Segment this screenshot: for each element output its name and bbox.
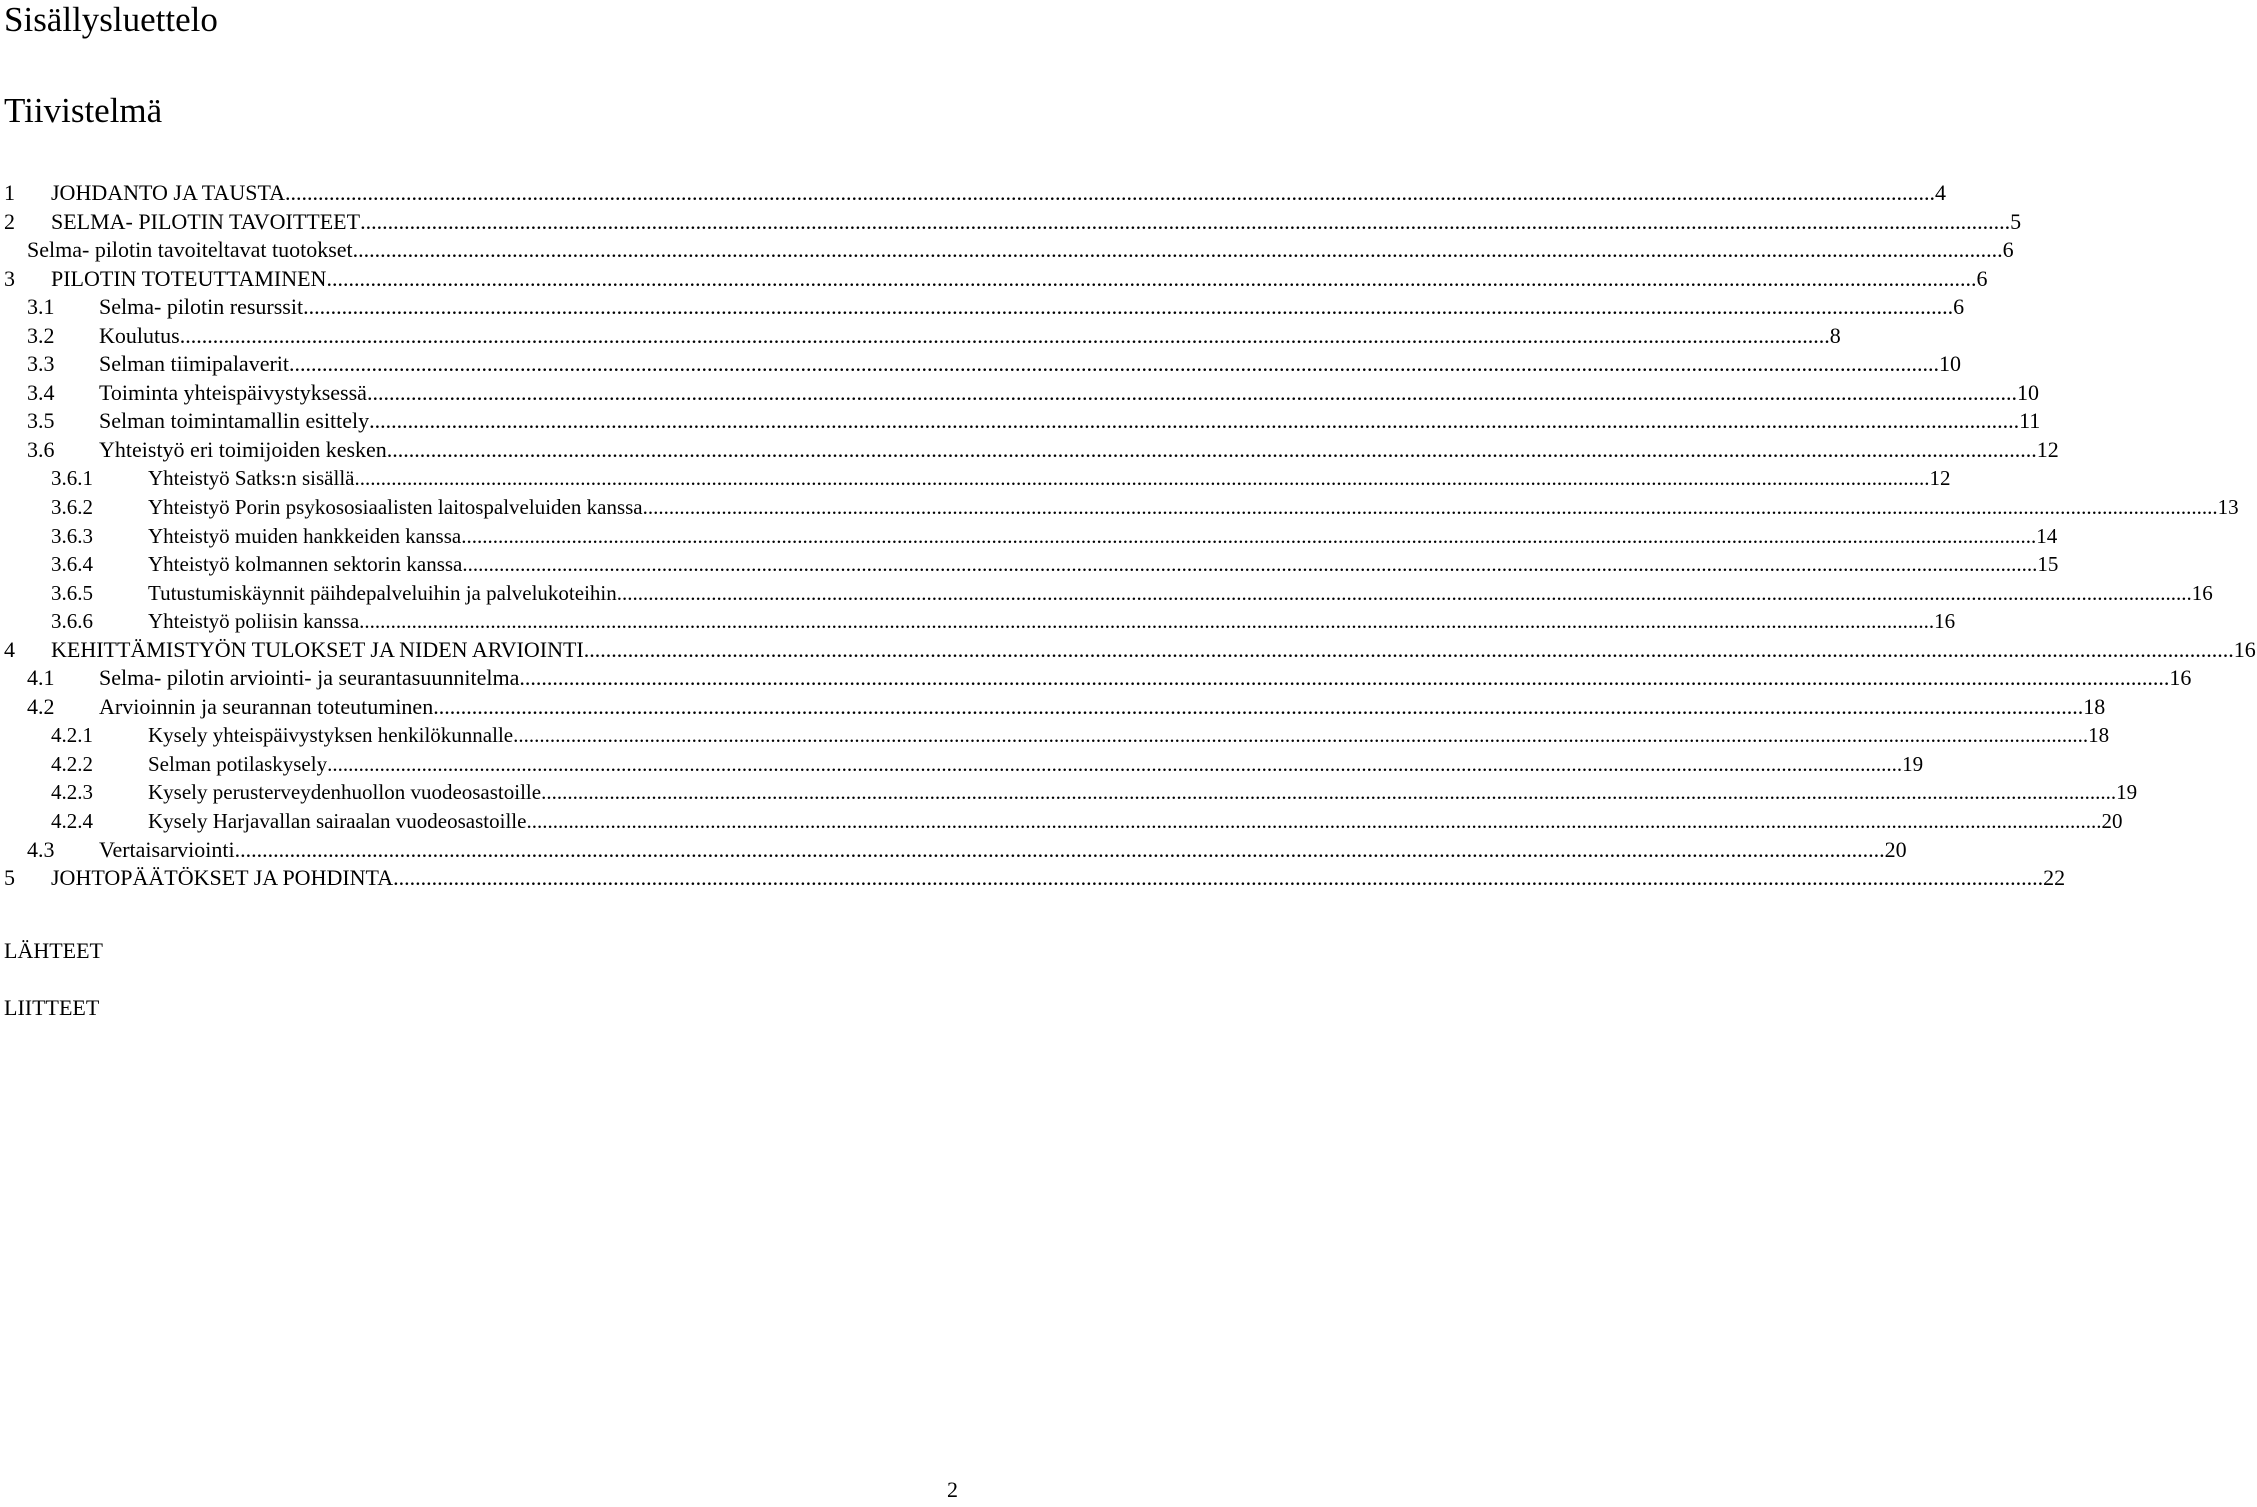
toc-entry-title: PILOTIN TOTEUTTAMINEN <box>51 265 327 291</box>
toc-entry-page: 16 <box>2233 636 2256 662</box>
toc-entry-title: SELMA- PILOTIN TAVOITTEET <box>51 208 361 234</box>
toc-dot-leader: ............................................................................................................................................................................................................................................................................................................ <box>462 552 2038 577</box>
toc-entry-number: 4.2.3 <box>51 780 93 805</box>
toc-entry-number: 3.6.6 <box>51 609 93 634</box>
toc-entry-number: 4.3 <box>27 836 55 862</box>
toc-entry-title: Kysely Harjavallan sairaalan vuodeosastoille <box>148 809 527 834</box>
toc-dot-leader: ............................................................................................................................................................................................................................................................................................................ <box>369 408 2020 434</box>
toc-entry[interactable] <box>0 579 2213 608</box>
toc-entry-page: 6 <box>1976 265 1988 291</box>
toc-entry-page: 18 <box>2083 693 2106 719</box>
toc-entry[interactable] <box>0 522 2058 551</box>
toc-entry[interactable] <box>0 550 2059 579</box>
toc-entry-number: 3.5 <box>27 408 55 434</box>
toc-entry[interactable] <box>0 322 1841 351</box>
toc-entry-page: 6 <box>2002 237 2014 263</box>
toc-entry-number: 3.6.2 <box>51 495 93 520</box>
toc-dot-leader: ............................................................................................................................................................................................................................................................................................................ <box>352 237 2003 263</box>
toc-entry-title: Kysely perusterveydenhuollon vuodeosastoille <box>148 780 542 805</box>
toc-entry-page: 20 <box>1884 836 1907 862</box>
toc-entry[interactable] <box>0 636 2256 665</box>
toc-dot-leader: ............................................................................................................................................................................................................................................................................................................ <box>326 265 1977 291</box>
toc-entry[interactable] <box>0 693 2106 722</box>
toc-dot-leader: ............................................................................................................................................................................................................................................................................................................ <box>616 580 2192 605</box>
toc-entry[interactable] <box>0 721 2110 750</box>
toc-entry-number: 4.2.4 <box>51 809 93 834</box>
toc-dot-leader: ............................................................................................................................................................................................................................................................................................................ <box>303 294 1954 320</box>
toc-dot-leader: ............................................................................................................................................................................................................................................................................................................ <box>359 609 1935 634</box>
references-heading: LÄHTEET <box>4 938 103 963</box>
toc-dot-leader: ............................................................................................................................................................................................................................................................................................................ <box>433 693 2084 719</box>
toc-entry-number: 3.6.3 <box>51 523 93 548</box>
toc-entry-title: KEHITTÄMISTYÖN TULOKSET JA NIDEN ARVIOINTI <box>51 636 584 662</box>
toc-dot-leader: ............................................................................................................................................................................................................................................................................................................ <box>642 495 2218 520</box>
page-title: Sisällysluettelo <box>4 0 218 39</box>
toc-dot-leader: ............................................................................................................................................................................................................................................................................................................ <box>234 836 1885 862</box>
toc-entry-number: 4.1 <box>27 665 55 691</box>
toc-entry-page: 10 <box>2016 379 2039 405</box>
toc-entry[interactable] <box>0 807 2123 836</box>
toc-entry-title: Yhteistyö Porin psykososiaalisten laitospalveluiden kanssa <box>148 495 643 520</box>
toc-entry-page: 10 <box>1939 351 1962 377</box>
toc-dot-leader: ............................................................................................................................................................................................................................................................................................................ <box>513 723 2089 748</box>
appendices-heading: LIITTEET <box>4 995 100 1020</box>
toc-entry[interactable] <box>0 664 2192 693</box>
toc-entry-number: 4.2 <box>27 693 55 719</box>
toc-dot-leader: ............................................................................................................................................................................................................................................................................................................ <box>386 436 2037 462</box>
toc-entry-page: 8 <box>1829 322 1841 348</box>
toc-dot-leader: ............................................................................................................................................................................................................................................................................................................ <box>541 780 2117 805</box>
toc-entry-title: Koulutus <box>99 322 180 348</box>
toc-entry-title: Kysely yhteispäivystyksen henkilökunnalle <box>148 723 514 748</box>
toc-entry-number: 4.2.1 <box>51 723 93 748</box>
toc-entry-number: 3.4 <box>27 379 55 405</box>
toc-entry-page: 14 <box>2036 523 2058 548</box>
toc-entry-title: Toiminta yhteispäivystyksessä <box>99 379 367 405</box>
toc-entry-number: 3.3 <box>27 351 55 377</box>
toc-dot-leader: ............................................................................................................................................................................................................................................................................................................ <box>366 379 2017 405</box>
toc-entry-number: 4 <box>4 636 15 662</box>
toc-entry-page: 12 <box>2036 436 2059 462</box>
toc-entry-page: 16 <box>2191 580 2213 605</box>
toc-entry-number: 2 <box>4 208 15 234</box>
toc-entry[interactable] <box>0 350 1962 379</box>
toc-entry-page: 22 <box>2043 865 2066 891</box>
toc-dot-leader: ............................................................................................................................................................................................................................................................................................................ <box>289 351 1940 377</box>
toc-dot-leader: ............................................................................................................................................................................................................................................................................................................ <box>354 466 1930 491</box>
toc-entry-page: 12 <box>1929 466 1951 491</box>
toc-entry-number: 3.6.1 <box>51 466 93 491</box>
toc-entry-title: Selman toimintamallin esittely <box>99 408 370 434</box>
toc-entry-page: 18 <box>2088 723 2110 748</box>
abstract-heading: Tiivistelmä <box>4 91 163 130</box>
toc-entry[interactable] <box>0 464 1951 493</box>
toc-entry-title: Arvioinnin ja seurannan toteutuminen <box>99 693 434 719</box>
toc-dot-leader: ............................................................................................................................................................................................................................................................................................................ <box>526 809 2102 834</box>
toc-entry-title: Selman potilaskysely <box>148 751 328 776</box>
toc-entry-number: 3.6 <box>27 436 55 462</box>
table-of-contents <box>0 179 2256 893</box>
toc-entry-page: 20 <box>2101 809 2123 834</box>
toc-entry-page: 4 <box>1935 180 1947 205</box>
toc-entry-number: 3 <box>4 265 15 291</box>
toc-entry-title: JOHDANTO JA TAUSTA <box>51 180 286 205</box>
toc-entry-title: Selma- pilotin tavoiteltavat tuotokset <box>27 237 353 263</box>
toc-entry-number: 1 <box>4 180 15 205</box>
toc-entry-title: Yhteistyö kolmannen sektorin kanssa <box>148 552 463 577</box>
toc-entry-title: JOHTOPÄÄTÖKSET JA POHDINTA <box>51 865 394 891</box>
toc-entry-page: 13 <box>2217 495 2239 520</box>
toc-entry-title: Tutustumiskäynnit päihdepalveluihin ja palvelukoteihin <box>148 580 617 605</box>
toc-dot-leader: ............................................................................................................................................................................................................................................................................................................ <box>327 751 1903 776</box>
toc-entry[interactable] <box>0 750 1924 779</box>
toc-entry[interactable] <box>0 208 2022 237</box>
toc-dot-leader: ............................................................................................................................................................................................................................................................................................................ <box>285 180 1936 205</box>
toc-entry-title: Selman tiimipalaverit <box>99 351 290 377</box>
toc-entry[interactable] <box>0 179 1947 208</box>
toc-entry-title: Yhteistyö poliisin kanssa <box>148 609 360 634</box>
toc-dot-leader: ............................................................................................................................................................................................................................................................................................................ <box>393 865 2044 891</box>
toc-entry-page: 19 <box>2116 780 2138 805</box>
toc-dot-leader: ............................................................................................................................................................................................................................................................................................................ <box>360 208 2011 234</box>
toc-entry-page: 11 <box>2019 408 2041 434</box>
toc-entry-page: 19 <box>1902 751 1924 776</box>
toc-entry[interactable] <box>0 265 1988 294</box>
toc-entry[interactable] <box>0 778 2138 807</box>
toc-entry-number: 3.2 <box>27 322 55 348</box>
toc-entry[interactable] <box>0 236 2014 265</box>
toc-entry[interactable] <box>0 607 1956 636</box>
toc-entry-number: 4.2.2 <box>51 751 93 776</box>
toc-entry[interactable] <box>0 293 1965 322</box>
toc-entry[interactable] <box>0 436 2059 465</box>
toc-entry-title: Vertaisarviointi <box>99 836 235 862</box>
toc-entry-number: 3.1 <box>27 294 55 320</box>
toc-entry-title: Yhteistyö muiden hankkeiden kanssa <box>148 523 462 548</box>
toc-entry-title: Yhteistyö Satks:n sisällä <box>148 466 355 491</box>
toc-entry-number: 5 <box>4 865 15 891</box>
toc-entry-number: 3.6.5 <box>51 580 93 605</box>
page-number: 2 <box>947 1477 958 1502</box>
toc-entry-page: 6 <box>1953 294 1965 320</box>
toc-entry-title: Selma- pilotin arviointi- ja seurantasuunnitelma <box>99 665 520 691</box>
toc-dot-leader: ............................................................................................................................................................................................................................................................................................................ <box>583 636 2234 662</box>
toc-entry-page: 16 <box>1934 609 1956 634</box>
toc-entry-title: Selma- pilotin resurssit <box>99 294 304 320</box>
toc-entry-number: 3.6.4 <box>51 552 93 577</box>
toc-entry-page: 5 <box>2010 208 2022 234</box>
toc-entry[interactable] <box>0 864 2066 893</box>
toc-dot-leader: ............................................................................................................................................................................................................................................................................................................ <box>519 665 2170 691</box>
toc-entry[interactable] <box>0 379 2039 408</box>
toc-entry-page: 16 <box>2169 665 2192 691</box>
toc-dot-leader: ............................................................................................................................................................................................................................................................................................................ <box>179 322 1830 348</box>
toc-dot-leader: ............................................................................................................................................................................................................................................................................................................ <box>461 523 2037 548</box>
toc-entry[interactable] <box>0 407 2041 436</box>
toc-entry-page: 15 <box>2037 552 2059 577</box>
toc-entry-title: Yhteistyö eri toimijoiden kesken <box>99 436 387 462</box>
toc-entry[interactable] <box>0 836 1907 865</box>
toc-entry[interactable] <box>0 493 2239 522</box>
